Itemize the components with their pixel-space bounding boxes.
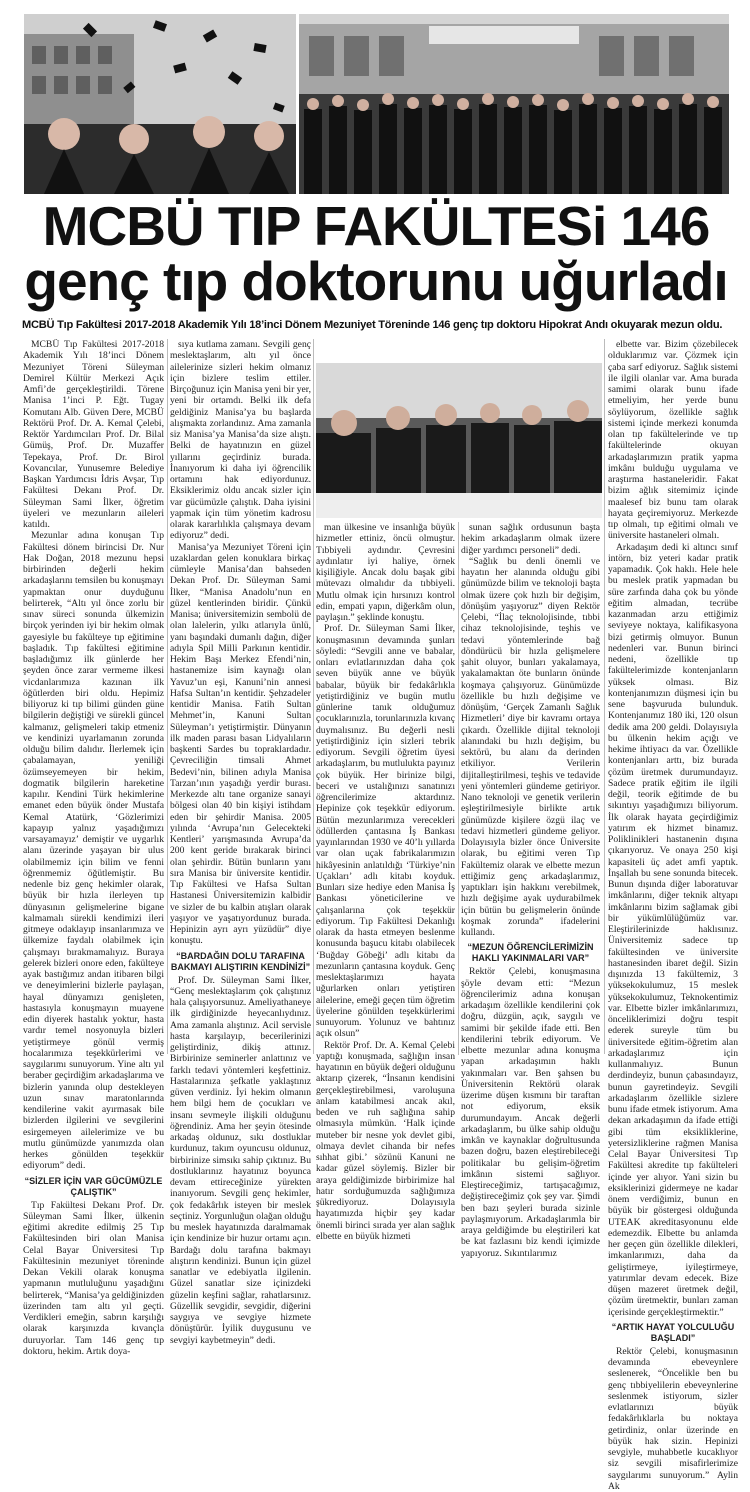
headline-line-2: genç tıp doktorunu uğurladı [24,250,728,312]
column-divider [604,339,605,1054]
paragraph: Rektör Prof. Dr. A. Kemal Çelebi yaptığı konuşmada, sağlığın insan hayatının en büyük değeri olduğunu aktarıp çizerek, “İnsanın kendisini gerçekleştirebilmesi, varoluşuna anlam katabilmesi ancak akıl, beden ve ruh sağlığına sahip olmasıyla mümkün. ‘Halk içinde muteber bir nesne yok devlet gibi, olmaya devlet cihanda bir nefes sıhhat gibi.’ sözünü Kanuni ne kadar güzel söylemiş. Bizler bir araya geldiğimizde birbirimize hal hatır sorduğumuzda sağlığımıza şükrediyoruz. Dolayısıyla hayatımızda hiçbir şey kadar önemli birinci sırada yer alan sağlık elbette en büyük hizmeti [316,1039,455,1242]
subheading: MCBÜ Tıp Fakültesi 2017-2018 Akademik Yılı 18’inci Dönem Mezuniyet Töreninde 146 genç tıp doktoru Hipokrat Andı okuyarak mezun oldu. [22,319,723,331]
paragraph: Prof. Dr. Süleyman Sami İlker, “Genç meslektaşlarım çok çalıştınız hala çalışıyorsunuz. Ameliyathaneye ilk girdiğinizde heyecanlıydınız. Ama zamanla alıştınız. Acil servisle hasta karşılayıp, becerilerinizi geliştirdiniz, dikiş attınız. Birbirinize seminerler anlattınız ve farklı tedavi yöntemleri keşfettiniz. Hastalarınıza şefkatle yaklaştınız güven verdiniz. İyi hekim olmanın hem bilgi hem de çocukları ve insanı sevmeyle ilişkili olduğunu öğrendiniz. Ama her şeyin ötesinde arkadaş oldunuz, sıkı dostluklar kurdunuz, takım oyuncusu oldunuz, birbirinize simsıkı sahip çıktınız. Bu dostluklarınız hayatınız boyunca devam ettireceğinize yürekten inanıyorum. Sevgili genç hekimler, çok fedakârlık isteyen bir meslek seçtiniz. Yorgunluğun olağan olduğu bu meslek hayatınızda daralmamak için kendinize bir huzur ortamı açın. Bardağı dolu tarafına bakmayı alıştırın kendinizi. Bunun için güzel sanatlar ve edebiyatla ilgilenin. Güzel sanatlar size içinizdeki güzelin keşfini sağlar, rahatlarsınız. Güzellik sevgidir, sevgidir, diğerini saygıya ve sevgiye hizmete dönüştürür. İyilik duygusunu ve sevgiyi kaybetmeyin” dedi. [170,974,311,1346]
paragraph: elbette var. Bizim çözebilecek olduklarımız var. Çözmek için çaba sarf ediyoruz. Sağlık sistemi ile ilgili olanlar var. Ama burada samimi olarak bunu ifade etmeliyim, her yerde bunu söylüyorum, özellikle sağlık sistemi içinde merkezi konumda olan tıp fakültelerinde ve tıp fakültelerinde okuyan arkadaşlarımızın pratik yapma imkânı bulduğu uygulama ve araştırma hastaneleridir. Fakat bizim ağlık sitemimiz içinde maalesef biz bunu tam olarak hayata geçiremiyoruz. Merkezde tıp olmalı, tıp eğitimi olmalı ve üniversite hastaneleri olmalı. [608,339,738,542]
graduates-photo-drawing [299,14,729,194]
section-heading: “ARTIK HAYAT YOLCULUĞU BAŞLADI” [611,1321,735,1343]
article-column-3 [316,522,455,1242]
article-column-5 [608,339,738,1492]
officials-photo-drawing [316,363,602,518]
article-column-4 [461,522,600,1259]
column-divider [458,522,459,1055]
article-column-2 [170,339,311,1346]
paragraph: Rektör Çelebi, konuşmasına şöyle devam etti: “Mezun öğrencilerimiz adına konuşan arkadaşım özellikle kendilerini çok doğru, düzgün, açık, saygılı ve samimi bir şekilde ifade etti. Ben kendilerini tebrik ediyorum. Ve elbette mezunlar adına konuşma yapan arkadaşımın haklı yakınmaları var. Ben şahsen bu Üniversitenin Rektörü olarak üzerime düşen kısmını bir taraftan not ediyorum, eksik durumundayım. Ancak değerli arkadaşlarım, bu ülke sahip olduğu imkân ve kaynaklar doğrultusunda bazen doğru, bazen eleştirebileceği politikalar bu gelişim-öğretim imkânın sistemi sağlıyor. Eleştireceğimiz, tartışacağımız, değiştireceğimiz çok şey var. Şimdi ben bazı şeyleri burada sizinle paylaşmıyorum. Arkadaşlarımla bir araya geldiğimde bu eleştirileri kat be kat fazlasını biz kendi içimizde yapıyoruz. Sıkıntılarımız [461,966,600,1259]
graduation-caps-thrown-photo [24,14,296,194]
paragraph: sunan sağlık ordusunun başta hekim arkadaşlarım olmak üzere diğer yardımcı personeli” dedi. [461,522,600,556]
paragraph: MCBÜ Tıp Fakültesi 2017-2018 Akademik Yılı 18’inci Dönem Mezuniyet Töreni Süleyman Demirel Kültür Merkezi Açık Amfi’de gerçekleştirildi. Törene Manisa 1’inci P. Eğt. Tugay Komutanı Alb. Güven Dere, MCBÜ Rektörü Prof. Dr. A. Kemal Çelebi, Rektör Yardımcıları Prof. Dr. Bilal Gümüş, Prof. Dr. Muzaffer Tepekaya, Prof. Dr. Birol Kovancılar, Yunusemre Belediye Başkan Yardımcısı İdris Avşar, Tıp Fakültesi Dekanı Prof. Dr. Süleyman Sami İlker, öğretim üyeleri ve mezunların aileleri katıldı. [23,339,164,530]
column-divider [167,339,168,1054]
officials-seated-photo [316,363,602,518]
graduates-lined-up-photo [299,14,729,194]
headline-line-1: MCBÜ TIP FAKÜLTESi 146 [42,195,710,257]
paragraph: man ülkesine ve insanlığa büyük hizmetler ettiniz, öncü olmuştur. Tıbbiyeli aydındır. Çevresini aydınlatır iyi haliye, örnek kişiliğiyle. Ancak dolu başak gibi mütevazı olmalıdır da tıbbiyeli. Mutlu olmak için hırsınızı kontrol edin, empati yapın, diğerkâm olun, paylaşın.” şeklinde konuştu. [316,522,455,623]
paragraph: Prof. Dr. Süleyman Sami İlker, konuşmasının devamında şunları söyledi: “Sevgili anne ve babalar, onları evlatlarınızdan daha çok seven büyük anne ve büyük babalar, büyük bir fedakârlıkla yetiştirdiğiniz ve bugün mutlu günlerine tanık olduğumuz çocuklarınızla, torunlarınızla kıvanç duymalısınız. Bu değerli nesli yetiştirdiğiniz için sizleri tebrik ediyorum. Sevgili öğretim üyesi arkadaşlarım, bu mutlulukta payınız çok büyük. Her birinize bilgi, beceri ve ustalığınızı sanatınızı öğrencilerimize aktardınız. Hepinize çok teşekkür ediyorum. Bütün mezunlarımıza verecekleri ödüllerden çantasına İş Bankası yayınlarından 1930 ve 40’lı yıllarda var olan uçak fabrikalarımızın hikâyesinin anlatıldığı ‘Türkiye’nin Uçakları’ adlı kitabı koyduk. Bunları size hediye eden Manisa İş Bankası yöneticilerine ve çalışanlarına çok teşekkür ediyorum. Tıp Fakültesi Dekanlığı olarak da hasta etmeyen beslenme konusunda başucu kitabı olabilecek ‘Buğday Göbeği’ adlı kitabı da mezunların çantasına koyduk. Genç meslektaşlarımızı hayata uğurlarken onları yetiştiren ailelerine, emeği geçen tüm öğretim üyelerine gönülden teşekkürlerimi sunuyorum. Yolunuz ve bahtınız açık olsun” [316,623,455,1040]
paragraph: Tıp Fakültesi Dekanı Prof. Dr. Süleyman Sami İlker, ülkenin eğitimi akredite edilmiş 25 Tıp Fakültesinden biri olan Manisa Celal Bayar Üniversitesi Tıp Fakültesinin mezuniyet töreninde Dekan Vekili olarak konuşma yapmanın mutluluğunu yaşadığını belirterek, “Manisa’ya geldiğinizden üzerinden tam altı yıl geçti. Verdikleri emeğin, sabrın karşılığı olarak karşınızda kıvançla duruyorlar. Tam 146 genç tıp doktoru, hekim. Artık doya- [23,1199,164,1357]
paragraph: Mezunlar adına konuşan Tıp Fakültesi dönem birincisi Dr. Nur Hak Doğan, 2018 mezunu hepsi birbirinden değerli hekim arkadaşlarını temsilen bu konuşmayı yapmaktan onur duyduğunu belirterek, “Altı yıl önce zorlu bir sınav süreci sonunda ülkemizin birçok yerinden iyi bir hekim olmak gayesiyle bu fakülteye tıp eğitimine başladık. Tıp fakültesi eğitimine başladığımız ilk günlerde her şeyden önce zarar vermeme ilkesi vicdanlarımıza kazınan ilk öğütlerden biri oldu. Hepimiz biliyoruz ki tıp bilimi günden güne bilgilerin değiştiği ve sürekli güncel kalmanız, gelişmeleri takip etmeniz ve kendinizi uyarlamanın zorunda olduğu bilim dalıdır. İlerlemek için çabalamayan, yeniliği özümseyemeyen bir hekim, dogmatik bilgilerin hareketine kapılır. Kendini Türk hekimlerine emanet eden büyük önder Mustafa Kemal Atatürk, ‘Gözlerimizi kapayıp yalnız yaşadığımızı varsayamayız’ demiştir ve uygarlık alanı üzerinde yaşayan bir ulus olabilmemiz için bilim ve fenni öğrenmemiz öğütlemiştir. Bu nedenle biz genç hekimler olarak, büyük bir hızla ilerleyen tıp dünyasının gelişmelerine bigane kalmamalı sürekli kendimizi ileri gitmeye odaklayıp insanlarımıza ve ülkemize faydalı olabilmek için çalışmayı bırakmamalıyız. Buraya gelerek bizleri onore eden, fakülteye ayak bastığımız andan itibaren bilgi ve deneyimlerini bizlerle paylaşan, hayal dünyamızı genişleten, hastasıyla konuşmayın muayene edin diyerek hastalık yoktur, hasta vardır temel nosyonuyla bizleri yetiştirmeye gönül vermiş hocalarımıza teşekkürlerimi ve saygılarımı sunuyorum. Yine altı yıl beraber geçirdiğim arkadaşlarıma ve bizlerin yanında olup destekleyen uzun sınav maratonlarında kendilerine vakit ayırmasak bile bizlerden ilgilerini ve sevgilerini esirgemeyen ailelerimize ve bu mutlu günümüzde yanımızda olan herkes gönülden teşekkür ediyorum” dedi. [23,530,164,1172]
paragraph: sıya kutlama zamanı. Sevgili genç meslektaşlarım, altı yıl önce ailelerinize sizleri hekim olmanız için bizlere teslim ettiler. Birçoğunuz için Manisa yeni bir yer, yeni bir ortamdı. Belki ilk defa geldiğiniz Manisa’ya bu başlarda alışmakta zorlandınız. Ama zamanla siz Manisa’ya Manisa’da size alıştı. Belki de hayatınızın en güzel yıllarını geçirdiniz burada. İnanıyorum ki daha iyi öğrencilik ortamını hak ediyordunuz. Eksiklerimiz oldu ancak sizler için var gücümüzle çalıştık. Daha iyisini yapmak için tüm yönetim kadrosu olarak kararlılıkla çalışmaya devam ediyoruz” dedi. [170,339,311,542]
paragraph: “Sağlık bu denli önemli ve hayatın her alanında olduğu gibi günümüzde bilim ve teknoloji başta olmak üzere çok hızlı bir değişim, dönüşüm yaşıyoruz” diyen Rektör Çelebi, “İlaç teknolojisinde, tıbbi cihaz teknolojisinde, teşhis ve tedavi yöntemlerinde bağ döndürücü bir hızla gelişmelere şahit oluyor, bunları yakalamaya, yakalamaktan öte bunların önünde koşmaya çalışıyoruz. Günümüzde özellikle bu hızlı değişime ve dönüşüm, ‘Gerçek Zamanlı Sağlık Hizmetleri’ diye bir kavramı ortaya çıkardı. Özellikle dijital teknoloji alanındaki bu hızlı değişim, bu sektörü, bu alanı da derinden etkiliyor. Verilerin dijitalleştirilmesi, teşhis ve tedavide yeni yöntemleri gündeme getiriyor. Nano teknoloji ve genetik verilerin eşleştirilmesiyle birlikte artık günümüzde kişilere özgü ilaç ve tedavi hizmetleri gündeme geliyor. Dolayısıyla bizler önce Üniversite olarak, bu eğitimi veren Tıp Fakültemiz olarak ve elbette mezun ettiğimiz genç arkadaşlarımız, yaptıkları işin hakkını verebilmek, hızlı değişime ayak uydurabilmek için bütün bu gelişmelerin önünde koşmak zorunda” ifadelerini kullandı. [461,555,600,938]
graduation-photo-drawing [24,14,296,194]
paragraph: Rektör Çelebi, konuşmasının devamında ebeveynlere seslenerek, “Öncelikle ben bu genç tıbbiyelilerin ebeveynlerine seslenmek istiyorum, sizler evlatlarınızı büyük fedakârlıklarla bu noktaya getirdiniz, onlar üzerinde en büyük hak sizin. Hepinizi sevgiyle, muhabbetle kucaklıyor siz sevgili misafirlerimize saygılarımı sunuyorum.” Aylin Ak [608,1345,738,1492]
section-heading: “SİZLER İÇİN VAR GÜCÜMÜZLE ÇALIŞTIK” [24,1175,163,1197]
section-heading: “MEZUN ÖĞRENCİLERİMİZİN HAKLI YAKINMALARI VAR” [467,942,594,964]
section-heading: “BARDAĞIN DOLU TARAFINA BAKMAYI ALIŞTIRIN KENDİNİZİ” [170,950,311,972]
article-column-1 [23,339,164,1357]
column-divider [313,339,314,1054]
paragraph: Arkadaşım dedi ki altıncı sınıf intörn, biz yeteri kadar pratik yapamadık. Çok haklı. Hele hele bu meslek pratik yapmadan bu süre zarfında daha çok bu yönde eğitim almadan, tecrübe kazanmadan arzu ettiğimiz seviyeye noktaya, kalifikasyona bizi getirmiş olmuyor. Bunun nedenleri var. Bunun birinci nedeni, özellikle tıp fakültelerimizde kontenjanların yüksek olması. Biz kontenjanımızın düşmesi için bu sene başvuruda bulunduk. Kontenjanımız 180 iki, 120 olsun dedik ama 200 geldi. Dolayısıyla bu ülkenin hekim açığı ve hekime ihtiyacı da var. Özellikle kontenjanları arttı, biz burada çözüm üretmek durumundayız. Sadece pratik eğitim ile ilgili değil, teorik eğitimde de bu sıkıntıyı yaşadığımızı biliyorum. İlk olarak hayata geçirdiğimiz yatırım ek hizmet binamız. Poliklinikleri hastanenin dışına çıkarıyoruz. Ve onaya 250 kişi kapasiteli üç adet amfi yaptık. İnşallah bu sene sonunda bitecek. Bunun dışında diğer laboratuvar imkânlarını, diğer teknik altyapı imkânlarını bizim sağlamak gibi bir yükümlülüğümüz var. Eleştirilerinizde haklısınız. Üniversitemiz sadece tıp fakültesinden ve üniversite hastanesinden ibaret değil. Sizin dışınızda 13 fakültemiz, 3 yüksekokulumuz, 15 meslek yüksekokulumuz, Teknokentimiz var. Elbette bizler imkânlarımızı, önceliklerimizi doğru tespit ederek sureyle tüm bu üniversitede eğitim-öğretim alan arkadaşlarımız için kullanmalıyız. Bunun derdindeyiz, bunun çabasındayız, bunun gayretindeyiz. Sevgili arkadaşlarım özellikle sizlere bunu ifade etmek istiyorum. Ama dekan arkadaşımın da ifade ettiği gibi tüm eksikliklerine, yetersizliklerine rağmen Manisa Celal Bayar Üniversitesi Tıp Fakültesi akredite tıp fakülteleri içinde yer alıyor. Yani sizin bu eksiklerinizi gidermeye ne kadar önem verdiğimiz, bunun en büyük bir göstergesi olduğunda UTEAK akreditasyonunu elde edemezdik. Elbette bu anlamda her geçen gün özellikle dilekleri, imkanlarımızı, daha da geliştirmeye, iyileştirmeye, yatırımlar devam edecek. Bize düşen mazeret üretmek değil, çözüm üretmektir, bunları zaman içerisinde gerçekleştirmektir.” [608,541,738,1318]
paragraph: Manisa’ya Mezuniyet Töreni için uzaklardan gelen konuklara birkaç cümleyle Manisa’dan bahseden Dekan Prof. Dr. Süleyman Sami İlker, “Manisa Anadolu’nun en güzel kentlerinden biridir. Çünkü Manisa; üniversitemizin sembolü de olan lalelerin, yılkı atlarıyla ünlü, yanı başındaki dumanlı dağın, diğer adıyla Spil Milli Parkının kentidir. Hekim Başı Merkez Efendi’nin, hastanemize isim kaynağı olan Yavuz’un eşi, Kanuni’nin annesi Hafsa Sultan’ın kentidir. Şehzadeler kentidir Manisa. Fatih Sultan Mehmet’in, Kanuni Sultan Süleyman’ı yetiştirmiştir. Dünyanın ilk maden parası basan Lidyalıların başkenti Sardes bu topraklardadır. Çevreciliğin timsali Ahmet Bedevi’nin, bilinen adıyla Manisa Tarzan’ının yaşadığı yerdir burası. Merkezde altı tane organize sanayi bölgesi olan 40 bin kişiyi istihdam eden bir şehirdir Manisa. 2005 yılında ‘Avrupa’nın Gelecekteki Kentleri’ yarışmasında Avrupa’da 200 kent geride bırakarak birinci olan şehirdir. Bütün bunların yanı sıra Manisa bir üniversite kentidir. Tıp Fakültesi ve Hafsa Sultan Hastanesi Üniversitemizin kalbidir ve sizler de bu kalbin atışları olarak yaşıyor ve yaşatıyordunuz burada. Hepinizin ayrı ayrı yüzüdür” diye konuştu. [170,541,311,947]
